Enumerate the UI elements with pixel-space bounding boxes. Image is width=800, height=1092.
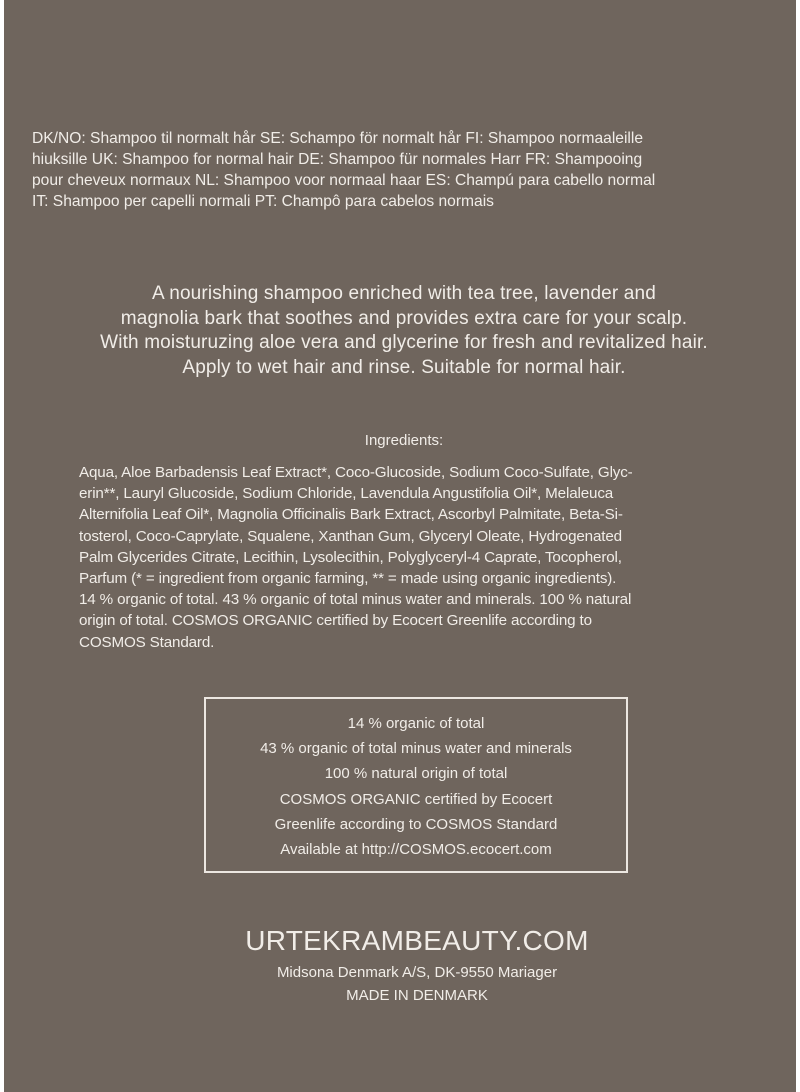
- language-line: DK/NO: Shampoo til normalt hår SE: Schampo för normalt hår FI: Shampoo normaaleille: [32, 130, 644, 147]
- ingredients-line: 14 % organic of total. 43 % organic of total minus water and minerals. 100 % natural: [79, 591, 632, 609]
- certification-text: [206, 711, 626, 862]
- product-label-panel: [4, 0, 796, 1092]
- certification-line: 14 % organic of total: [347, 715, 485, 732]
- ingredients-line: origin of total. COSMOS ORGANIC certified by Ecocert Greenlife according to: [79, 612, 592, 630]
- ingredients-list: [79, 462, 759, 653]
- language-line: pour cheveux normaux NL: Shampoo voor normaal haar ES: Champú para cabello normal: [32, 172, 656, 189]
- description-line: magnolia bark that soothes and provides extra care for your scalp.: [120, 307, 688, 329]
- ingredients-line: Alternifolia Leaf Oil*, Magnolia Officinalis Bark Extract, Ascorbyl Palmitate, Beta-Si-: [79, 506, 623, 524]
- description-line: A nourishing shampoo enriched with tea tree, lavender and: [152, 283, 656, 304]
- multilingual-product-names: [32, 128, 777, 212]
- company-address: Midsona Denmark A/S, DK-9550 Mariager: [276, 964, 558, 981]
- ingredients-line: Aqua, Aloe Barbadensis Leaf Extract*, Coco-Glucoside, Sodium Coco-Sulfate, Glyc-: [79, 464, 633, 481]
- certification-link-line: Available at http://COSMOS.ecocert.com: [280, 841, 552, 859]
- ingredients-line: erin**, Lauryl Glucoside, Sodium Chloride, Lavendula Angustifolia Oil*, Melaleuca: [79, 485, 614, 503]
- product-description: [24, 282, 784, 380]
- certification-line: 43 % organic of total minus water and minerals: [260, 740, 572, 758]
- certification-box: [204, 697, 628, 873]
- language-line: hiuksille UK: Shampoo for normal hair DE: Shampoo für normales Harr FR: Shampooing: [32, 151, 643, 168]
- description-line: Apply to wet hair and rinse. Suitable for normal hair.: [182, 356, 626, 378]
- website-address: URTEKRAMBEAUTY.COM: [245, 925, 589, 956]
- ingredients-line: tosterol, Coco-Caprylate, Squalene, Xanthan Gum, Glyceryl Oleate, Hydrogenated: [79, 527, 622, 545]
- language-line: IT: Shampoo per capelli normali PT: Champô para cabelos normais: [32, 193, 494, 210]
- ingredients-heading: Ingredients:: [364, 432, 444, 449]
- ingredients-line: Parfum (* = ingredient from organic farming, ** = made using organic ingredients).: [79, 570, 617, 588]
- certification-line: 100 % natural origin of total: [324, 765, 508, 783]
- country-of-origin: MADE IN DENMARK: [346, 987, 488, 1004]
- ingredients-line: Palm Glycerides Citrate, Lecithin, Lysolecithin, Polyglyceryl-4 Caprate, Tocopherol,: [79, 548, 622, 566]
- description-line: With moisturuzing aloe vera and glycerine for fresh and revitalized hair.: [100, 332, 708, 353]
- certification-line: COSMOS ORGANIC certified by Ecocert: [279, 790, 553, 808]
- certification-line: Greenlife according to COSMOS Standard: [274, 815, 558, 833]
- ingredients-line: COSMOS Standard.: [79, 633, 215, 651]
